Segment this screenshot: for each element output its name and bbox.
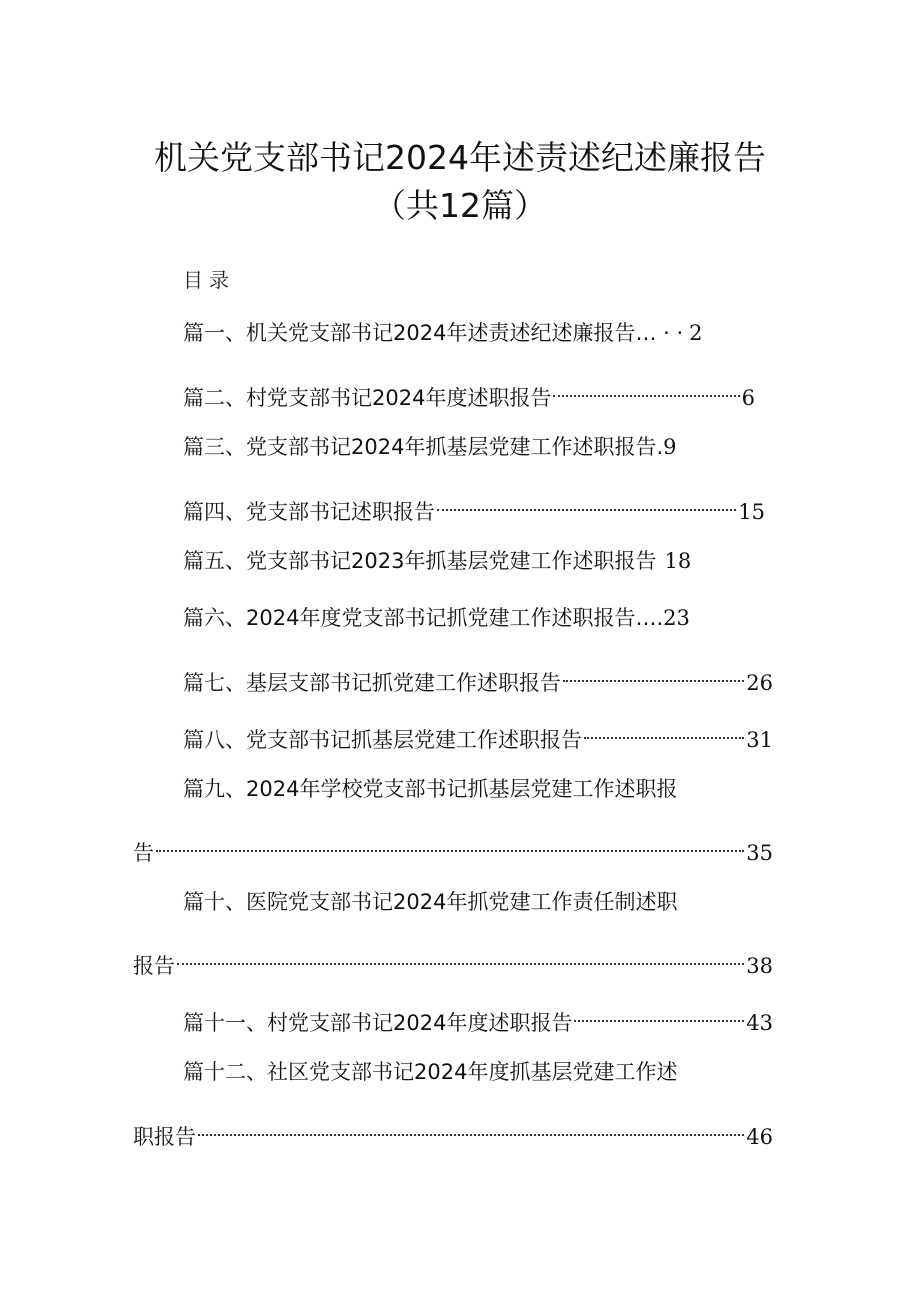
toc-entry-1[interactable] (183, 318, 763, 348)
toc-entry-label: 篇七、基层支部书记抓党建工作述职报告 (183, 671, 561, 695)
toc-entry-label: 篇十、医院党支部书记2024年抓党建工作责任制述职 (183, 890, 678, 914)
toc-entry-label: 篇三、党支部书记2024年抓基层党建工作述职报告. (183, 435, 664, 459)
toc-entry-2[interactable] (183, 375, 755, 413)
toc-leader-dots (553, 375, 739, 405)
toc-entry-label: 篇二、村党支部书记2024年度述职报告 (183, 386, 552, 410)
toc-entry-label: 篇九、2024年学校党支部书记抓基层党建工作述职报 (183, 777, 678, 801)
toc-entry-5[interactable] (183, 546, 763, 576)
toc-entry-label: 篇十一、村党支部书记2024年度述职报告 (183, 1011, 573, 1035)
toc-entry-3[interactable] (183, 432, 763, 462)
toc-leader-dots (574, 1000, 744, 1030)
toc-entry-label: 篇八、党支部书记抓基层党建工作述职报告 (183, 728, 582, 752)
toc-leader-dots (584, 717, 744, 747)
toc-entry-9-line1[interactable] (183, 774, 743, 804)
toc-entry-page: 15 (738, 500, 765, 524)
toc-leader-dots (563, 660, 744, 690)
toc-entry-page: 9 (663, 435, 677, 459)
toc-entry-12-line2[interactable] (133, 1114, 773, 1152)
toc-entry-label-continued: 职报告 (133, 1125, 196, 1149)
toc-entry-page: 38 (746, 954, 773, 978)
toc-entry-page: 43 (746, 1011, 773, 1035)
toc-entry-label: 篇一、机关党支部书记2024年述责述纪述廉报告… · · (183, 321, 684, 345)
toc-leader-dots (156, 830, 744, 860)
toc-entry-12-line1[interactable] (183, 1057, 743, 1087)
toc-entry-label: 篇六、2024年度党支部书记抓党建工作述职报告…. (183, 606, 664, 630)
toc-entry-label-continued: 报告 (133, 954, 175, 978)
toc-entry-7[interactable] (183, 660, 773, 698)
toc-entry-6[interactable] (183, 603, 763, 633)
toc-entry-page: 23 (663, 606, 690, 630)
toc-entry-page: 2 (689, 321, 703, 345)
toc-entry-9-line2[interactable] (133, 830, 773, 868)
toc-entry-label: 篇五、党支部书记2023年抓基层党建工作述职报告 (183, 549, 657, 573)
toc-entry-label: 篇四、党支部书记述职报告 (183, 500, 435, 524)
toc-entry-4[interactable] (183, 489, 765, 527)
toc-leader-dots (177, 943, 744, 973)
toc-entry-11[interactable] (183, 1000, 773, 1038)
toc-entry-10-line2[interactable] (133, 943, 773, 981)
toc-leader-dots (437, 489, 736, 519)
toc-entry-8[interactable] (183, 717, 773, 755)
toc-entry-label-continued: 告 (133, 841, 154, 865)
toc-entry-page: 26 (746, 671, 773, 695)
toc-entry-page: 31 (746, 728, 773, 752)
toc-entry-page: 18 (664, 549, 692, 573)
toc-entry-page: 46 (746, 1125, 773, 1149)
toc-leader-dots (198, 1114, 744, 1144)
toc-entry-page: 35 (746, 841, 773, 865)
document-title: 机关党支部书记2024年述责述纪述廉报告 (154, 138, 766, 177)
toc-entry-10-line1[interactable] (183, 887, 743, 917)
document-subtitle: （共12篇） (373, 186, 547, 225)
toc-entry-label: 篇十二、社区党支部书记2024年度抓基层党建工作述 (183, 1060, 678, 1084)
toc-entry-page: 6 (741, 386, 755, 410)
toc-heading: 目录 (183, 268, 235, 292)
